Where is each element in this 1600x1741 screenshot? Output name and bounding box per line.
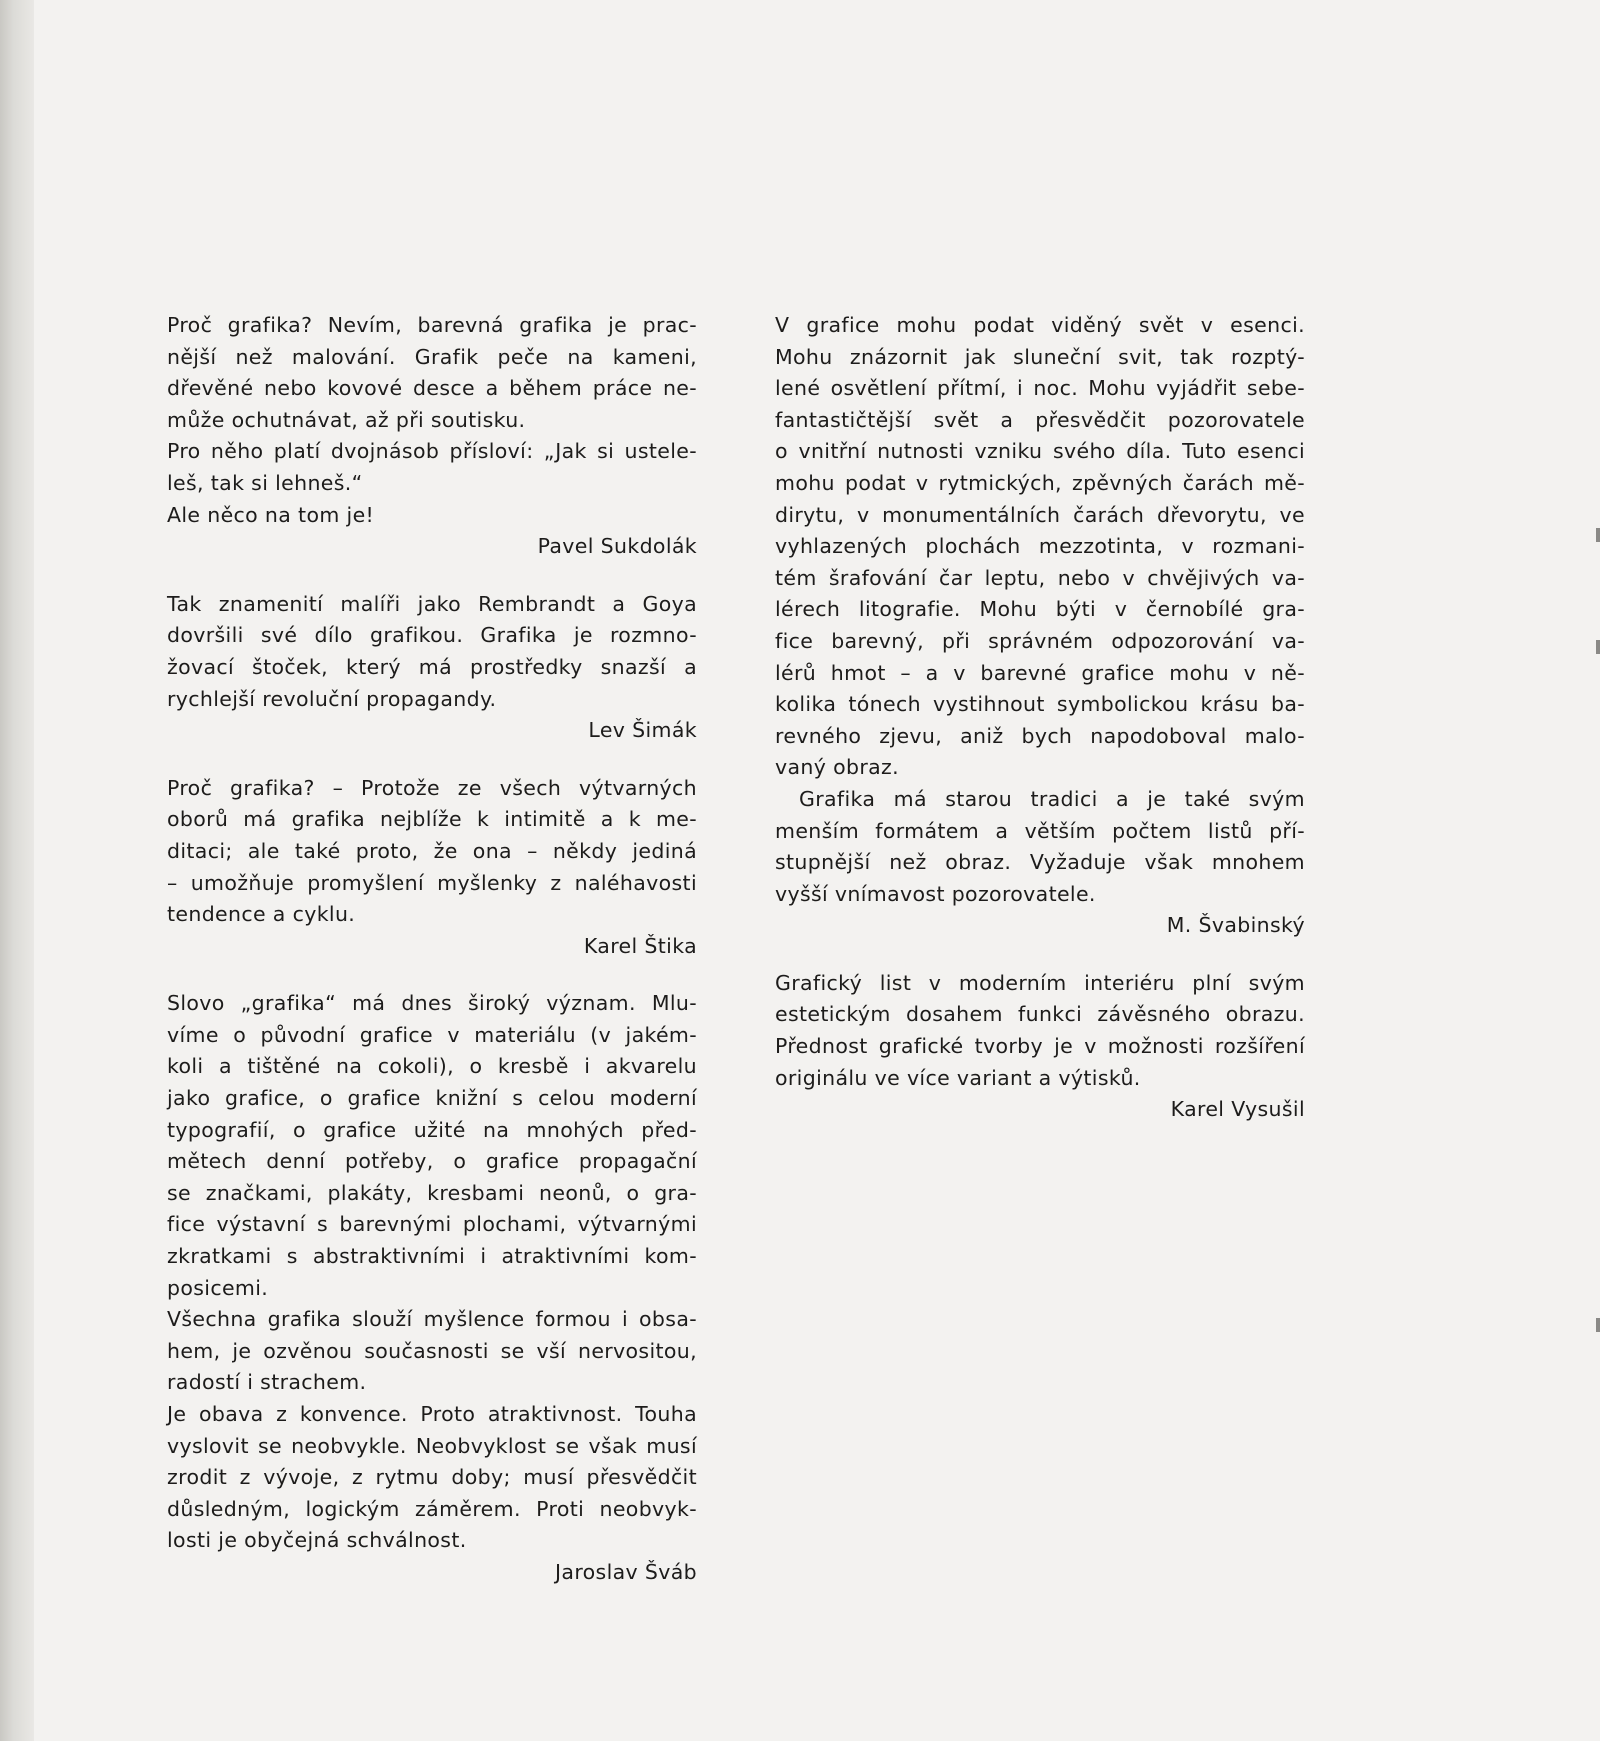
text-line: estetickým dosahem funkci závěsného obrazu.	[775, 1002, 1305, 1027]
text-line: fice barevný, při správném odpozorování va-	[775, 628, 1305, 653]
text-line: vyslovit se neobvykle. Neobvyklost se však musí	[167, 1433, 697, 1458]
text-line: dovršili své dílo grafikou. Grafika je rozmno-	[167, 623, 697, 648]
text-line: dřevěné nebo kovové desce a během práce ne-	[167, 376, 697, 401]
text-line: vyhlazených plochách mezzotinta, v rozmani-	[775, 534, 1305, 559]
text-line: Ale něco na tom je!	[167, 502, 375, 527]
text-line: vaný obraz.	[775, 755, 900, 780]
statement-vysusil	[775, 968, 1305, 1126]
page-edge-mark	[1596, 640, 1600, 654]
text-line: Tak znamenití malíři jako Rembrandt a Goya	[167, 591, 697, 616]
text-line: se značkami, plakáty, kresbami neonů, o gra-	[167, 1180, 697, 1205]
statement-simak	[167, 589, 697, 747]
text-line: Proč grafika? – Protože ze všech výtvarných	[167, 775, 697, 800]
text-line: revného zjevu, aniž bych napodoboval malo-	[775, 723, 1305, 748]
text-line: Je obava z konvence. Proto atraktivnost. Touha	[167, 1402, 697, 1426]
page-edge-mark	[1596, 528, 1600, 542]
text-line: posicemi.	[167, 1275, 269, 1300]
statement-stika	[167, 773, 697, 963]
text-line: losti je obyčejná schválnost.	[167, 1528, 467, 1553]
text-line: Přednost grafické tvorby je v možnosti rozšíření	[775, 1034, 1305, 1059]
text-line: fice výstavní s barevnými plochami, výtvarnými	[167, 1212, 697, 1237]
text-line: dirytu, v monumentálních čarách dřevorytu, ve	[775, 502, 1305, 527]
page-edge-mark	[1596, 1318, 1600, 1332]
text-line: tém šrafování čar leptu, nebo v chvějivých va-	[775, 565, 1305, 590]
text-line: Grafika má starou tradici a je také svým	[799, 786, 1305, 811]
text-line: zkratkami s abstraktivními i atraktivními kom-	[167, 1244, 697, 1269]
text-line: vyšší vnímavost pozorovatele.	[775, 881, 1096, 906]
text-line: stupnější než obraz. Vyžaduje však mnohem	[775, 850, 1305, 875]
author-signature: Karel Vysušil	[1170, 1097, 1305, 1122]
text-line: fantastičtější svět a přesvědčit pozorovatele	[775, 407, 1305, 432]
text-line: zrodit z vývoje, z rytmu doby; musí přesvědčit	[167, 1465, 697, 1490]
text-line: lérech litografie. Mohu býti v černobílé gra-	[775, 597, 1305, 622]
text-line: V grafice mohu podat viděný svět v esenci.	[775, 313, 1305, 337]
text-line: menším formátem a větším počtem listů pří-	[775, 818, 1305, 843]
author-signature: Pavel Sukdolák	[537, 534, 697, 559]
author-signature: Karel Štika	[583, 933, 697, 958]
text-line: může ochutnávat, až při soutisku.	[167, 407, 526, 432]
text-line: radostí i strachem.	[167, 1370, 367, 1395]
text-line: Pro něho platí dvojnásob přísloví: „Jak si ustele-	[167, 439, 697, 464]
text-line: originálu ve více variant a výtisků.	[775, 1065, 1141, 1090]
text-line: Grafický list v moderním interiéru plní svým	[775, 970, 1305, 995]
text-line: mohu podat v rytmických, zpěvných čarách mě-	[775, 470, 1305, 495]
text-line: ditaci; ale také proto, že ona – někdy jediná	[167, 838, 697, 863]
author-signature: Jaroslav Šváb	[555, 1559, 697, 1584]
text-line: žovací štoček, který má prostředky snazší a	[167, 654, 697, 679]
text-line: hem, je ozvěnou současnosti se vší nervositou,	[167, 1338, 697, 1363]
book-spine-shadow	[0, 0, 34, 1741]
statement-svab	[167, 988, 697, 1588]
text-line: nější než malování. Grafik peče na kameni,	[167, 344, 697, 369]
author-signature: M. Švabinský	[1166, 913, 1305, 938]
text-line: rychlejší revoluční propagandy.	[167, 686, 497, 711]
text-line: oborů má grafika nejblíže k intimitě a k me-	[167, 807, 697, 832]
text-line: mětech denní potřeby, o grafice propagační	[167, 1149, 697, 1174]
text-line: Proč grafika? Nevím, barevná grafika je prac-	[167, 313, 697, 337]
text-line: tendence a cyklu.	[167, 902, 356, 927]
text-line: jako grafice, o grafice knižní s celou moderní	[167, 1086, 697, 1111]
left-column	[167, 310, 697, 1615]
text-line: kolika tónech vystihnout symbolickou krásu ba-	[775, 692, 1305, 717]
text-line: důsledným, logickým záměrem. Proti neobvyk-	[167, 1496, 697, 1521]
text-line: o vnitřní nutnosti vzniku svého díla. Tuto esenci	[775, 439, 1305, 464]
text-line: – umožňuje promyšlení myšlenky z naléhavosti	[167, 870, 697, 895]
text-line: víme o původní grafice v materiálu (v jakém-	[167, 1022, 697, 1047]
statement-sukdolak	[167, 310, 697, 563]
text-line: lérů hmot – a v barevné grafice mohu v ně-	[775, 660, 1305, 685]
text-line: lené osvětlení přítmí, i noc. Mohu vyjádřit sebe-	[775, 376, 1305, 401]
right-column	[775, 310, 1305, 1152]
statement-svabinsky	[775, 310, 1305, 942]
author-signature: Lev Šimák	[588, 718, 697, 743]
text-line: Mohu znázornit jak sluneční svit, tak rozptý-	[775, 344, 1305, 369]
text-line: koli a tištěné na cokoli), o kresbě i akvarelu	[167, 1054, 697, 1079]
text-line: leš, tak si lehneš.“	[167, 470, 363, 495]
text-line: typografií, o grafice užité na mnohých před-	[167, 1117, 697, 1142]
text-line: Všechna grafika slouží myšlence formou i obsa-	[167, 1307, 697, 1332]
text-line: Slovo „grafika“ má dnes široký význam. Mlu-	[167, 991, 697, 1016]
